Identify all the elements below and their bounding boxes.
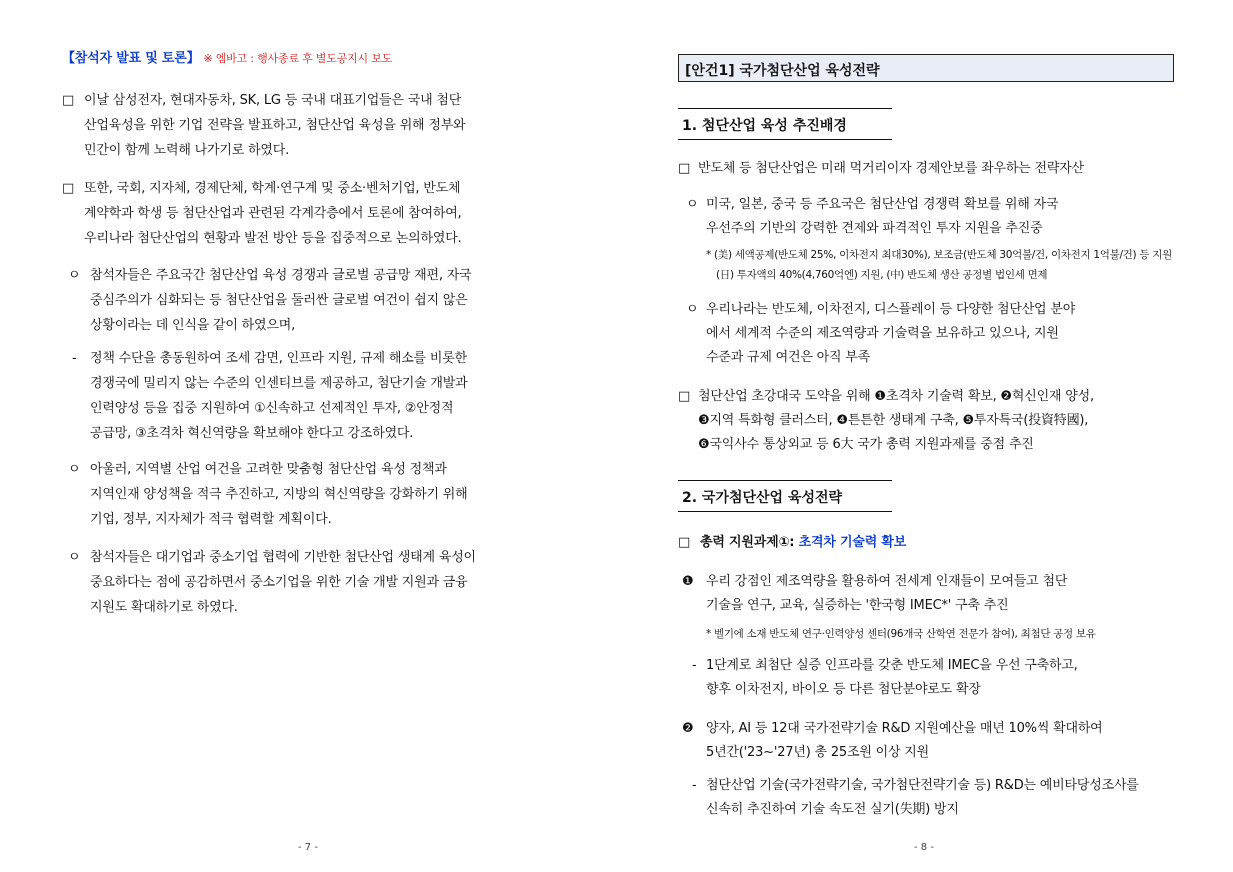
task-label: 총력 지원과제①:: [700, 535, 795, 550]
p1-line: 민간이 함께 노력해 나가기로 하였다.: [84, 143, 290, 158]
section-rule-top: [678, 480, 892, 481]
p3-line: 중심주의가 심화되는 등 첨단산업을 둘러싼 글로벌 여건이 쉽지 않은: [90, 293, 468, 308]
r8-line: 신속히 추진하여 기술 속도전 실기(失期) 방지: [706, 802, 959, 817]
bullet-circle: ㅇ: [68, 268, 81, 283]
section-rule-top: [678, 108, 892, 109]
agenda-title-box: [678, 54, 1174, 82]
r2-footnote: (日) 투자액의 40%(4,760억엔) 지원, (中) 반도체 생산 공정별 법인세 면제: [716, 269, 1048, 281]
r3-line: 우리나라는 반도체, 이차전지, 디스플레이 등 다양한 첨단산업 분야: [706, 302, 1076, 317]
section-rule-bottom: [678, 511, 892, 512]
r3-line: 수준과 규제 여건은 아직 부족: [706, 350, 871, 365]
task-heading: [700, 534, 906, 552]
number-marker: ❷: [682, 721, 694, 736]
r6-line: 1단계로 최첨단 실증 인프라를 갖춘 반도체 IMEC을 우선 구축하고,: [706, 658, 1078, 673]
bullet-square: □: [62, 93, 75, 108]
r3-line: 에서 세계적 수준의 제조역량과 기술력을 보유하고 있으나, 지원: [706, 326, 1059, 341]
header-label: 【참석자 발표 및 토론】: [62, 51, 200, 66]
bullet-dash: -: [72, 351, 77, 366]
p5-line: 아울러, 지역별 산업 여건을 고려한 맞춤형 첨단산업 육성 정책과: [90, 462, 447, 477]
bullet-circle: ㅇ: [68, 462, 81, 477]
r5-line: 우리 강점인 제조역량을 활용하여 전세계 인재들이 모여들고 첨단: [706, 574, 1068, 589]
p6-line: 참석자들은 대기업과 중소기업 협력에 기반한 첨단산업 생태계 육성이: [90, 550, 476, 565]
section-heading: 2. 국가첨단산업 육성전략: [682, 490, 843, 506]
bullet-square: □: [678, 161, 691, 176]
p2-line: 우리나라 첨단산업의 현황과 발전 방안 등을 집중적으로 논의하였다.: [84, 231, 462, 246]
p5-line: 지역인재 양성책을 적극 추진하고, 지방의 혁신역량을 강화하기 위해: [90, 487, 468, 502]
section-heading: 1. 첨단산업 육성 추진배경: [682, 118, 847, 134]
r5-line: 기술을 연구, 교육, 실증하는 '한국형 IMEC*' 구축 추진: [706, 598, 1009, 613]
r7-line: 5년간('23~'27년) 총 25조원 이상 지원: [706, 745, 929, 760]
r2-footnote: * (美) 세액공제(반도체 25%, 이차전지 최대30%), 보조금(반도체 30억불/건, 이차전지 1억불/건) 등 지원: [706, 249, 1172, 261]
p3-line: 참석자들은 주요국간 첨단산업 육성 경쟁과 글로벌 공급망 재편, 자국: [90, 268, 472, 283]
embargo-note: ※ 엠바고 : 행사종료 후 별도공지시 보도: [203, 52, 393, 65]
r8-line: 첨단산업 기술(국가전략기술, 국가첨단전략기술 등) R&D는 예비타당성조사를: [706, 778, 1139, 793]
r2-line: 우선주의 기반의 강력한 견제와 파격적인 투자 지원을 추진중: [706, 221, 1043, 236]
p2-line: 계약학과 학생 등 첨단산업과 관련된 각계각층에서 토론에 참여하여,: [84, 206, 462, 221]
bullet-square: □: [678, 535, 691, 550]
bullet-square: □: [678, 389, 691, 404]
p4-line: 공급망, ③초격차 혁신역량을 확보해야 한다고 강조하였다.: [90, 426, 414, 441]
p6-line: 지원도 확대하기로 하였다.: [90, 600, 238, 615]
r2-line: 미국, 일본, 중국 등 주요국은 첨단산업 경쟁력 확보를 위해 자국: [706, 197, 1059, 212]
agenda-title: [안건1] 국가첨단산업 육성전략: [685, 63, 880, 79]
section-rule-bottom: [678, 139, 892, 140]
r7-line: 양자, AI 등 12대 국가전략기술 R&D 지원예산을 매년 10%씩 확대하여: [706, 721, 1103, 736]
number-marker: ❶: [682, 574, 694, 589]
bullet-circle: ㅇ: [686, 197, 699, 212]
p6-line: 중요하다는 점에 공감하면서 중소기업을 위한 기술 개발 지원과 금융: [90, 575, 468, 590]
r4-line: ❸지역 특화형 클러스터, ❹튼튼한 생태계 구축, ❺투자특국(投資特國),: [698, 413, 1089, 428]
p2-line: 또한, 국회, 지자체, 경제단체, 학계·연구계 및 중소·벤처기업, 반도체: [84, 181, 461, 196]
task-value: 초격차 기술력 확보: [798, 535, 907, 550]
r5-footnote: * 벨기에 소재 반도체 연구·인력양성 센터(96개국 산학연 전문가 참여), 최첨단 공정 보유: [706, 628, 1096, 640]
bullet-dash: -: [692, 778, 697, 793]
bullet-square: □: [62, 181, 75, 196]
p1-line: 이날 삼성전자, 현대자동차, SK, LG 등 국내 대표기업들은 국내 첨단: [84, 93, 462, 108]
r4-line: 첨단산업 초강대국 도약을 위해 ❶초격차 기술력 확보, ❷혁신인재 양성,: [698, 389, 1094, 404]
bullet-circle: ㅇ: [68, 550, 81, 565]
p4-line: 정책 수단을 총동원하여 조세 감면, 인프라 지원, 규제 해소를 비롯한: [90, 351, 467, 366]
left-page: [0, 0, 616, 872]
p1-line: 산업육성을 위한 기업 전략을 발표하고, 첨단산업 육성을 위해 정부와: [84, 118, 466, 133]
p4-line: 경쟁국에 밀리지 않는 수준의 인센티브를 제공하고, 첨단기술 개발과: [90, 376, 468, 391]
bullet-circle: ㅇ: [686, 302, 699, 317]
p4-line: 인력양성 등을 집중 지원하여 ①신속하고 선제적인 투자, ②안정적: [90, 401, 454, 416]
bullet-dash: -: [692, 658, 697, 673]
r1-line: 반도체 등 첨단산업은 미래 먹거리이자 경제안보를 좌우하는 전략자산: [698, 161, 1084, 176]
p5-line: 기업, 정부, 지자체가 적극 협력할 계획이다.: [90, 512, 332, 527]
participants-header: [62, 50, 392, 68]
right-page: [616, 0, 1233, 872]
p3-line: 상황이라는 데 인식을 같이 하였으며,: [90, 318, 296, 333]
r6-line: 향후 이차전지, 바이오 등 다른 첨단분야로도 확장: [706, 682, 981, 697]
page-number: - 8 -: [914, 842, 934, 853]
r4-line: ❻국익사수 통상외교 등 6大 국가 총력 지원과제를 중점 추진: [698, 437, 1034, 452]
page-number: - 7 -: [298, 842, 318, 853]
